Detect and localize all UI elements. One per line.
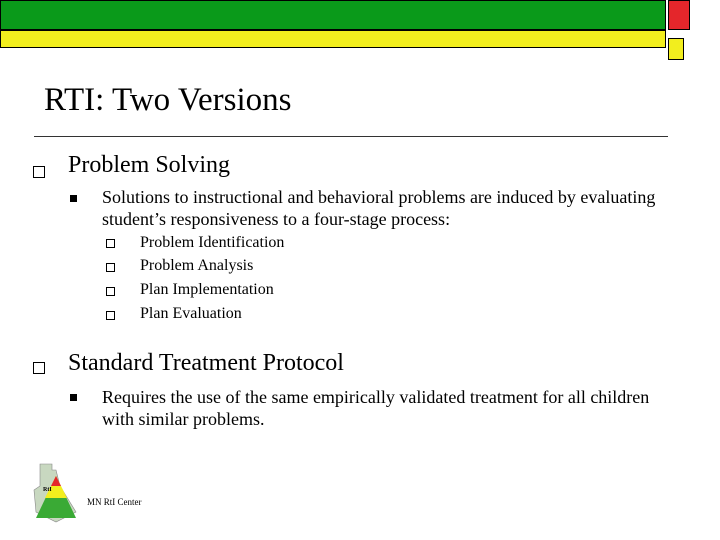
corner-square-yellow	[668, 38, 684, 60]
bullet-standard-treatment-detail: Requires the use of the same empirically validated treatment for all children with similar problems.	[102, 387, 650, 429]
logo-label: RtI	[43, 487, 52, 493]
hollow-square-bullet-icon	[106, 239, 115, 248]
hollow-square-bullet-icon	[106, 311, 115, 320]
hollow-square-bullet-icon	[106, 287, 115, 296]
header-band-yellow	[0, 30, 666, 48]
corner-square-red	[668, 0, 690, 30]
slide-title: RTI: Two Versions	[44, 82, 292, 118]
list-item-plan-evaluation: Plan Evaluation	[140, 305, 242, 322]
hollow-square-bullet-icon	[106, 263, 115, 272]
bullet-problem-solving-detail: Solutions to instructional and behavioral problems are induced by evaluating student’s responsiveness to a four-stage process:	[102, 187, 656, 229]
hollow-square-bullet-icon	[33, 166, 45, 178]
bullet-problem-solving: Problem Solving	[68, 152, 231, 178]
filled-square-bullet-icon	[70, 195, 77, 202]
bullet-standard-treatment-protocol: Standard Treatment Protocol	[68, 350, 344, 376]
header-band-green	[0, 0, 666, 30]
title-divider	[34, 136, 668, 137]
list-item-plan-implementation: Plan Implementation	[140, 281, 274, 298]
list-item-problem-identification: Problem Identification	[140, 234, 285, 251]
rti-pyramid-logo-icon	[30, 462, 82, 524]
filled-square-bullet-icon	[70, 394, 77, 401]
footer-credit: MN RtI Center	[87, 497, 142, 507]
list-item-problem-analysis: Problem Analysis	[140, 257, 254, 274]
hollow-square-bullet-icon	[33, 362, 45, 374]
